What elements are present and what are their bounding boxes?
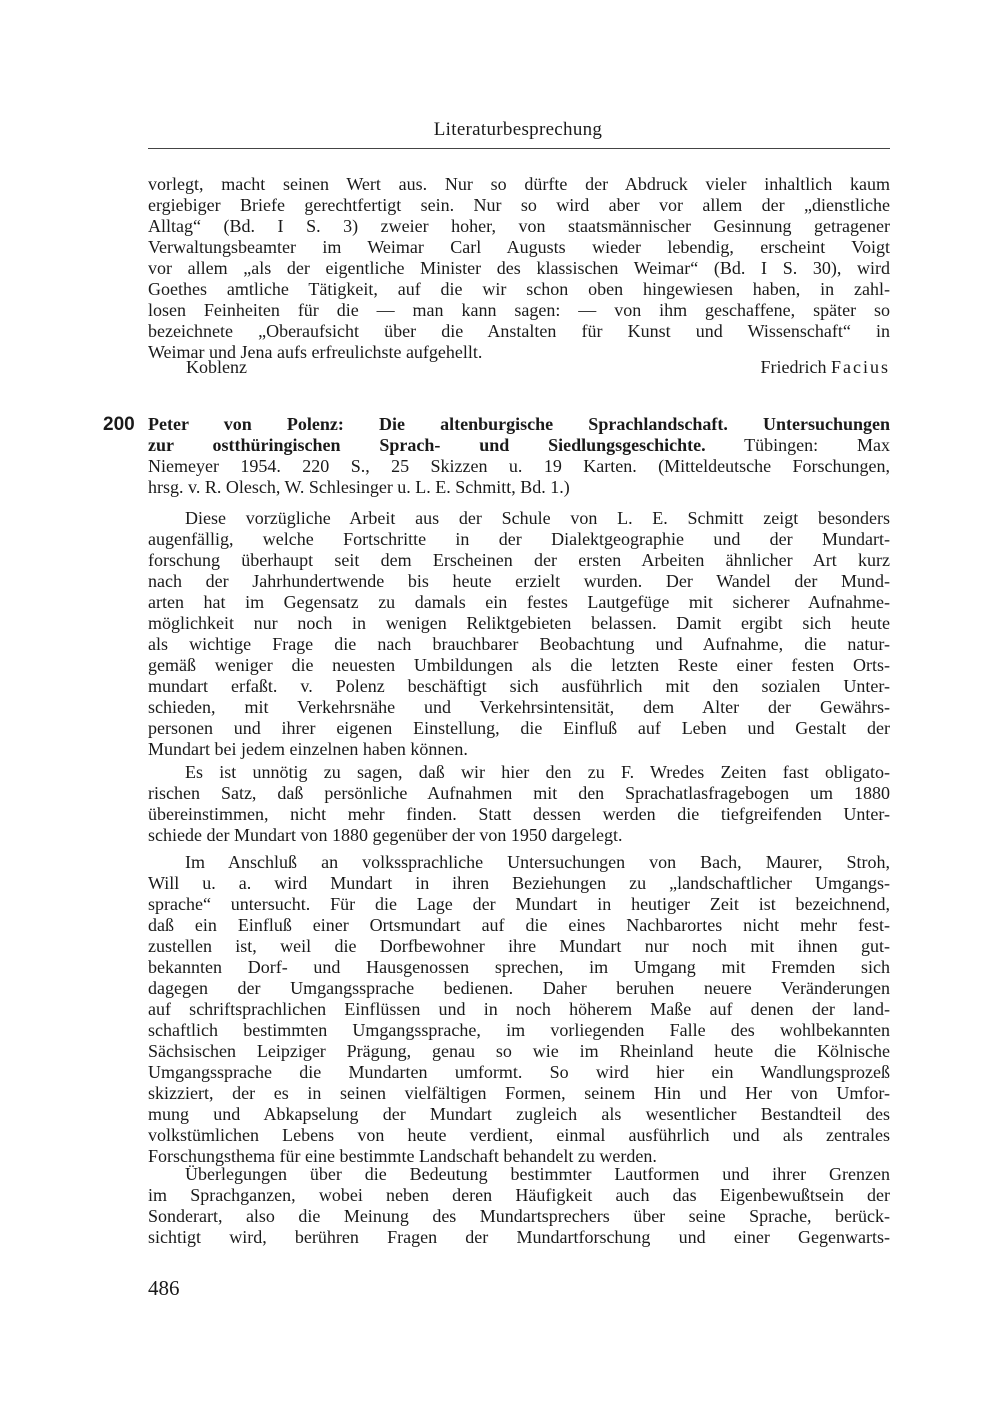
citation-line: hrsg. v. R. Olesch, W. Schlesinger u. L. E. Schmitt, Bd. 1.)	[148, 477, 570, 497]
text-line: rischen Satz, daß persönliche Aufnahmen mit den Sprachatlasfragebogen um 1880	[148, 783, 890, 803]
text-line: arten hat im Gegensatz zu damals ein festes Lautgefüge mit sicherer Aufnahme-	[148, 592, 890, 612]
text-line: möglichkeit nur noch in wenigen Reliktgebieten belassen. Damit ergibt sich heute	[148, 613, 890, 633]
text-line: Will u. a. wird Mundart in ihren Beziehungen zu „landschaftlicher Umgangs-	[148, 873, 890, 893]
text-line: ergiebiger Briefe gerechtfertigt sein. Nur so wird aber vor allem der „dienstliche	[148, 195, 890, 215]
text-line: Im Anschluß an volkssprachliche Untersuchungen von Bach, Maurer, Stroh,	[185, 852, 890, 872]
citation-title-line	[148, 435, 890, 456]
text-line: zustellen ist, weil die Dorfbewohner ihre Mundart nur noch mit ihnen gut-	[148, 936, 890, 956]
text-line: Sächsischen Leipziger Prägung, genau so wie im Rheinland heute die Kölnische	[148, 1041, 890, 1061]
text-line: losen Feinheiten für die — man kann sagen: — von ihm geschaffene, später so	[148, 300, 890, 320]
text-line: Mundart bei jedem einzelnen haben können.	[148, 739, 468, 759]
paragraph	[148, 852, 890, 1167]
citation-publisher: Tübingen: Max	[705, 435, 890, 455]
text-line: Überlegungen über die Bedeutung bestimmter Lautformen und ihrer Grenzen	[185, 1164, 890, 1184]
running-header: Literaturbesprechung	[433, 119, 603, 140]
page-number: 486	[148, 1276, 180, 1300]
text-line: bekannten Dorf- und Hausgenossen sprechen, im Umgang mit Fremden sich	[148, 957, 890, 977]
citation-subtitle: zur ostthüringischen Sprach- und Siedlungsgeschichte.	[148, 435, 706, 455]
text-line: volkstümlichen Lebens von heute verdient, einmal ausführlich und als zentrales	[148, 1125, 890, 1145]
text-line: sichtigt wird, berühren Fragen der Mundartforschung und einer Gegenwarts-	[148, 1227, 890, 1247]
text-line: Weimar und Jena aufs erfreulichste aufgehellt.	[148, 342, 483, 362]
text-line: daß ein Einfluß einer Ortsmundart auf die eines Nachbarortes nicht mehr fest-	[148, 915, 890, 935]
paragraph	[148, 508, 890, 760]
text-line: schiede der Mundart von 1880 gegenüber der von 1950 dargelegt.	[148, 825, 623, 845]
text-line: Umgangssprache die Mundarten umformt. So wird hier ein Wandlungsprozeß	[148, 1062, 890, 1082]
text-line: personen und ihrer eigenen Einstellung, die Einfluß auf Leben und Gestalt der	[148, 718, 890, 738]
text-line: vor allem „als der eigentliche Minister des klassischen Weimar“ (Bd. I S. 30), wird	[148, 258, 890, 278]
paragraph	[148, 1164, 890, 1248]
text-line: Verwaltungsbeamter im Weimar Carl Augusts wieder lebendig, erscheint Voigt	[148, 237, 890, 257]
text-line: Forschungsthema für eine bestimmte Landschaft behandelt zu werden.	[148, 1146, 657, 1166]
text-line: Diese vorzügliche Arbeit aus der Schule von L. E. Schmitt zeigt besonders	[185, 508, 890, 528]
text-line: forschung überhaupt seit dem Erscheinen der ersten Arbeiten ähnlicher Art kurz	[148, 550, 890, 570]
signature-place: Koblenz	[186, 357, 247, 377]
review-continuation	[148, 174, 890, 363]
text-line: schaftlich bestimmten Umgangssprache, im vorliegenden Falle des wohlbekannten	[148, 1020, 890, 1040]
text-line: skizziert, der es in seinen vielfältigen Formen, seinem Hin und Her von Umfor-	[148, 1083, 890, 1103]
paragraph	[148, 762, 890, 846]
text-line: Sonderart, also die Meinung des Mundartsprechers über seine Sprache, berück-	[148, 1206, 890, 1226]
text-line: als wichtige Frage die nach brauchbarer Beobachtung und Aufnahme, die natur-	[148, 634, 890, 654]
signature-name: Friedrich Facius	[760, 357, 890, 377]
entry-number: 200	[103, 414, 135, 435]
text-line: augenfällig, welche Fortschritte in der Dialektgeographie und der Mundart-	[148, 529, 890, 549]
text-line: nach der Jahrhundertwende bis heute erzielt wurden. Der Wandel der Mund-	[148, 571, 890, 591]
signature-surname: Facius	[831, 357, 890, 377]
text-line: auf schriftsprachlichen Einflüssen und in noch höherem Maße auf denen der land-	[148, 999, 890, 1019]
text-line: Alltag“ (Bd. I S. 3) zweier hoher, von staatsmännischer Gesinnung getragener	[148, 216, 890, 236]
entry-citation	[148, 414, 890, 498]
citation-line: Niemeyer 1954. 220 S., 25 Skizzen u. 19 Karten. (Mitteldeutsche Forschungen,	[148, 456, 890, 476]
text-line: sprache“ untersucht. Für die Lage der Mundart in heutiger Zeit ist bezeichnend,	[148, 894, 890, 914]
header-rule	[148, 148, 890, 149]
citation-title-line: Peter von Polenz: Die altenburgische Sprachlandschaft. Untersuchungen	[148, 414, 890, 434]
text-line: Goethes amtliche Tätigkeit, auf die wir schon oben hingewiesen haben, in zahl-	[148, 279, 890, 299]
text-line: bezeichnete „Oberaufsicht über die Anstalten für Kunst und Wissenschaft“ in	[148, 321, 890, 341]
text-line: schieden, mit Verkehrsnähe und Verkehrsintensität, dem Alter der Gewährs-	[148, 697, 890, 717]
text-line: übereinstimmen, nicht mehr finden. Statt dessen werden die tiefgreifenden Unter-	[148, 804, 890, 824]
text-line: gemäß weniger die neuesten Umbildungen als die letzten Reste einer festen Orts-	[148, 655, 890, 675]
text-line: mundart erfaßt. v. Polenz beschäftigt sich ausführlich mit den sozialen Unter-	[148, 676, 890, 696]
text-line: dagegen der Umgangssprache bedienen. Daher beruhen neuere Veränderungen	[148, 978, 890, 998]
text-line: mung und Abkapselung der Mundart zugleich als wesentlicher Bestandteil des	[148, 1104, 890, 1124]
text-line: im Sprachganzen, wobei neben deren Häufigkeit auch das Eigenbewußtsein der	[148, 1185, 890, 1205]
text-line: Es ist unnötig zu sagen, daß wir hier den zu F. Wredes Zeiten fast obligato-	[185, 762, 890, 782]
text-line: vorlegt, macht seinen Wert aus. Nur so dürfte der Abdruck vieler inhaltlich kaum	[148, 174, 890, 194]
